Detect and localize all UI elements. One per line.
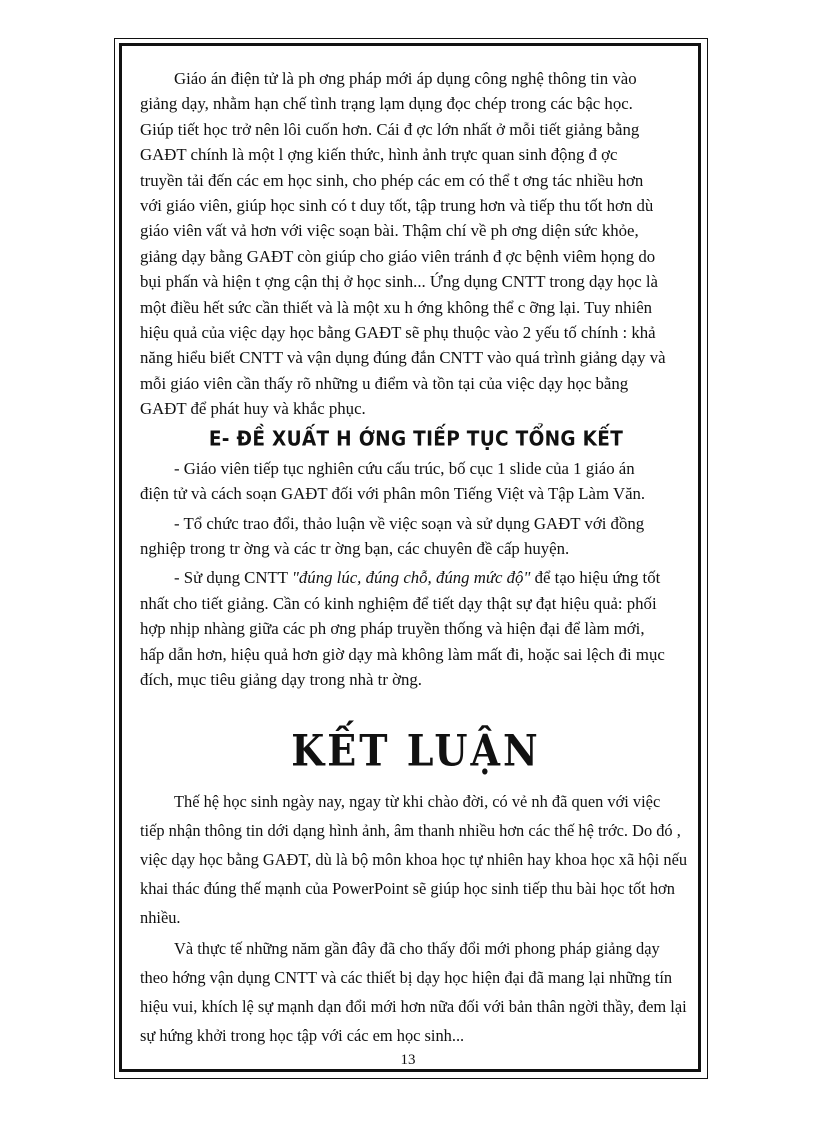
page-number: 13 bbox=[400, 1052, 416, 1068]
list-item-line: hợp nhịp nhàng giữa các ph ơng pháp truyền thống và hiện đại để làm mới, bbox=[140, 619, 645, 639]
intro-line: một điều hết sức cần thiết và là một xu h ớng không thể c ỡng lại. Tuy nhiên bbox=[140, 297, 653, 317]
intro-line: giáo viên vất vả hơn với việc soạn bài. Thậm chí về ph ơng diện sức khỏe, bbox=[140, 221, 639, 241]
intro-line: hiệu quả của việc dạy học bằng GAĐT sẽ phụ thuộc vào 2 yếu tố chính : khả bbox=[140, 323, 656, 343]
list-item-line: nghiệp trong tr ờng và các tr ờng bạn, các chuyên đề cấp huyện. bbox=[140, 538, 570, 558]
list-item-line: hấp dẫn hơn, hiệu quả hơn giờ dạy mà không làm mất đi, hoặc sai lệch đi mục bbox=[140, 644, 665, 664]
item3-prefix: - Sử dụng CNTT bbox=[174, 568, 292, 588]
intro-line: truyền tải đến các em học sinh, cho phép các em có thể t ơng tác nhiều hơn bbox=[140, 170, 644, 190]
conclusion-line: Thế hệ học sinh ngày nay, ngay từ khi chào đời, có vẻ nh đã quen với việc bbox=[174, 792, 661, 812]
intro-line: năng hiểu biết CNTT và vận dụng đúng đắn CNTT vào quá trình giảng dạy và bbox=[140, 348, 666, 368]
intro-paragraph bbox=[140, 66, 756, 422]
list-item-line: nhất cho tiết giảng. Cần có kinh nghiệm để tiết dạy thật sự đạt hiệu quả: phối bbox=[140, 593, 657, 613]
intro-line: bụi phấn và hiện t ợng cận thị ở học sinh... Ứng dụng CNTT trong dạy học là bbox=[140, 272, 658, 292]
intro-line: Giúp tiết học trở nên lôi cuốn hơn. Cái đ ợc lớn nhất ở mỗi tiết giảng bằng bbox=[140, 119, 640, 139]
intro-line: Giáo án điện tử là ph ơng pháp mới áp dụng công nghệ thông tin vào bbox=[174, 69, 637, 88]
conclusion-line: khai thác đúng thế mạnh của PowerPoint sẽ giúp học sinh tiếp thu bài học tốt hơn bbox=[140, 879, 675, 899]
intro-line: với giáo viên, giúp học sinh có t duy tốt, tập trung hơn và tiếp thu tốt hơn dù bbox=[140, 196, 654, 216]
intro-line: giảng dạy, nhằm hạn chế tình trạng lạm dụng đọc chép trong các bậc học. bbox=[140, 94, 633, 114]
list-item-line: điện tử và cách soạn GAĐT đối với phân môn Tiếng Việt và Tập Làm Văn. bbox=[140, 484, 646, 504]
conclusion-line: Và thực tế những năm gần đây đã cho thấy đổi mới phong pháp giảng dạy bbox=[174, 939, 660, 959]
conclusion-paragraph-2 bbox=[140, 934, 692, 1050]
item3-suffix: để tạo hiệu ứng tốt bbox=[530, 568, 661, 588]
intro-line: giảng dạy bằng GAĐT còn giúp cho giáo viên tránh đ ợc bệnh viêm họng do bbox=[140, 246, 656, 266]
intro-line: GAĐT để phát huy và khắc phục. bbox=[140, 399, 366, 419]
list-item-line: - Tổ chức trao đổi, thảo luận về việc soạn và sử dụng GAĐT với đồng bbox=[174, 513, 645, 533]
section-e-list bbox=[140, 456, 692, 693]
conclusion-title: KẾT LUẬN bbox=[291, 725, 541, 777]
conclusion-line: việc dạy học bằng GAĐT, dù là bộ môn khoa học tự nhiên hay khoa học xã hội nếu bbox=[140, 850, 688, 870]
conclusion-line: tiếp nhận thông tin dới dạng hình ảnh, âm thanh nhiều hơn các thế hệ trớc. Do đó , bbox=[140, 821, 681, 841]
conclusion-paragraph-1 bbox=[140, 787, 692, 932]
list-item-line: - Giáo viên tiếp tục nghiên cứu cấu trúc, bố cục 1 slide của 1 giáo án bbox=[174, 458, 635, 478]
list-item-line bbox=[140, 565, 692, 590]
intro-line: mỗi giáo viên cần thấy rõ những u điểm và tồn tại của việc dạy học bằng bbox=[140, 373, 629, 393]
conclusion-line: sự hứng khởi trong học tập với các em học sinh... bbox=[140, 1026, 465, 1046]
conclusion-line: theo hớng vận dụng CNTT và các thiết bị dạy học hiện đại đã mang lại những tín bbox=[140, 968, 673, 988]
section-e-heading: E- ĐỀ XUẤT H ỚNG TIẾP TỤC TỔNG KẾT bbox=[208, 427, 624, 451]
page-content bbox=[140, 66, 692, 1050]
intro-line: GAĐT chính là một l ợng kiến thức, hình ảnh trực quan sinh động đ ợc bbox=[140, 145, 618, 165]
conclusion-line: nhiều. bbox=[140, 908, 181, 928]
list-item-line: đích, mục tiêu giảng dạy trong nhà tr ờng. bbox=[140, 669, 422, 689]
item3-italic: "đúng lúc, đúng chỗ, đúng mức độ" bbox=[291, 568, 531, 588]
conclusion-line: hiệu vui, khích lệ sự mạnh dạn đổi mới hơn nữa đối với bản thân ngời thầy, đem lại bbox=[140, 997, 687, 1017]
